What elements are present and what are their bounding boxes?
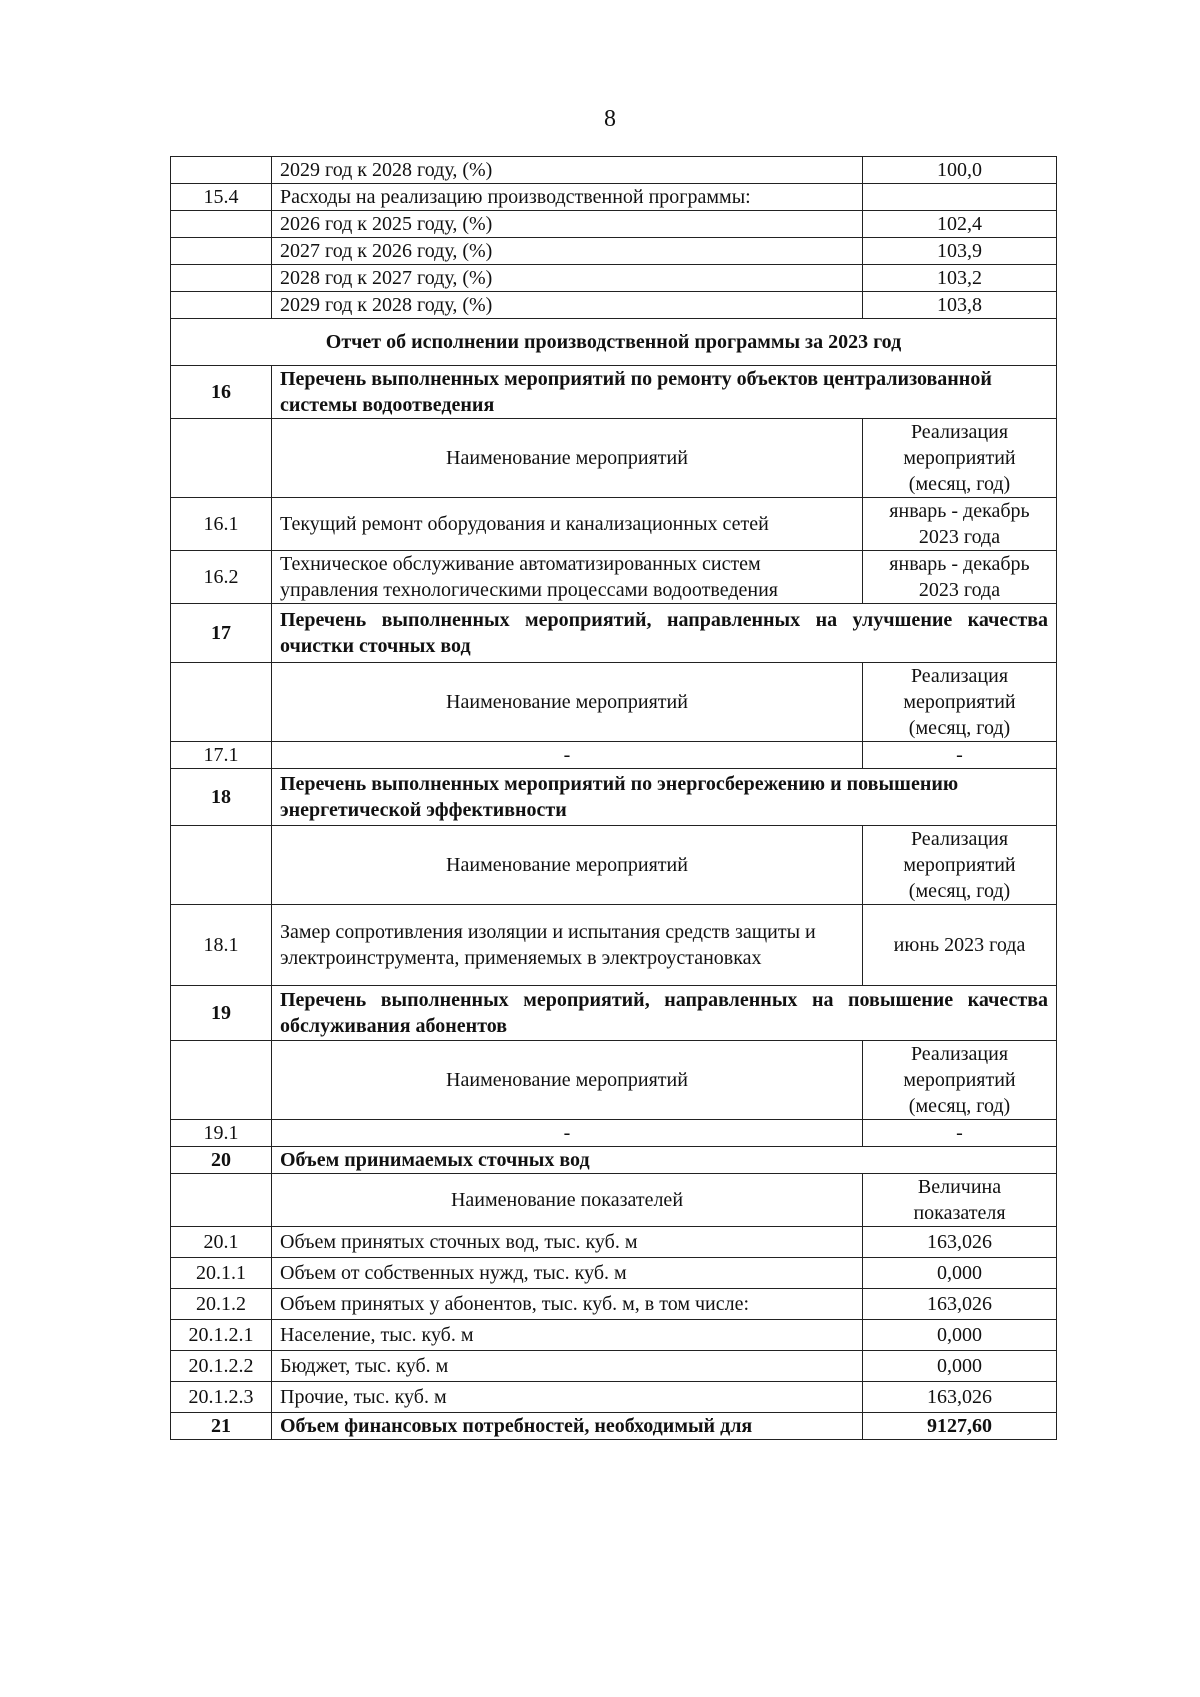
- table-row: [171, 498, 1057, 551]
- row-number: 17.1: [171, 742, 272, 769]
- header-indicator-value: Величина показателя: [863, 1174, 1057, 1227]
- row-value: 0,000: [863, 1320, 1057, 1351]
- section-value: 9127,60: [863, 1413, 1057, 1440]
- header-realization: Реализация мероприятий (месяц, год): [863, 826, 1057, 905]
- row-number: [171, 265, 272, 292]
- table-row: [171, 551, 1057, 604]
- section-row: [171, 366, 1057, 419]
- header-indicator-name: Наименование показателей: [272, 1174, 863, 1227]
- row-value: 103,8: [863, 292, 1057, 319]
- production-program-table: [170, 156, 1057, 1440]
- row-name: Объем принятых у абонентов, тыс. куб. м, в том числе:: [272, 1289, 863, 1320]
- row-name: Население, тыс. куб. м: [272, 1320, 863, 1351]
- row-value: [863, 184, 1057, 211]
- header-realization: Реализация мероприятий (месяц, год): [863, 419, 1057, 498]
- row-number: 16.2: [171, 551, 272, 604]
- row-number: [171, 211, 272, 238]
- table-row: [171, 742, 1057, 769]
- row-name: Прочие, тыс. куб. м: [272, 1382, 863, 1413]
- table-row: [171, 1382, 1057, 1413]
- header-realization: Реализация мероприятий (месяц, год): [863, 663, 1057, 742]
- section-title: Перечень выполненных мероприятий по ремонту объектов централизованной системы водоотведения: [272, 366, 1057, 419]
- table-row: [171, 905, 1057, 986]
- row-value: 103,9: [863, 238, 1057, 265]
- header-realization: Реализация мероприятий (месяц, год): [863, 1041, 1057, 1120]
- row-name: -: [272, 742, 863, 769]
- row-name: 2027 год к 2026 году, (%): [272, 238, 863, 265]
- row-name: Бюджет, тыс. куб. м: [272, 1351, 863, 1382]
- row-name: 2029 год к 2028 году, (%): [272, 157, 863, 184]
- row-value: 163,026: [863, 1227, 1057, 1258]
- row-value: январь - декабрь 2023 года: [863, 498, 1057, 551]
- column-header-row: [171, 826, 1057, 905]
- row-number: 20.1.2.2: [171, 1351, 272, 1382]
- table-row: [171, 1351, 1057, 1382]
- table-row: [171, 292, 1057, 319]
- row-name: 2028 год к 2027 году, (%): [272, 265, 863, 292]
- table-row: [171, 265, 1057, 292]
- row-name: 2026 год к 2025 году, (%): [272, 211, 863, 238]
- row-number: [171, 157, 272, 184]
- row-value: 163,026: [863, 1289, 1057, 1320]
- table-row: [171, 184, 1057, 211]
- row-value: 0,000: [863, 1258, 1057, 1289]
- table-row: [171, 157, 1057, 184]
- row-value: июнь 2023 года: [863, 905, 1057, 986]
- section-number: 20: [171, 1147, 272, 1174]
- section-title: Перечень выполненных мероприятий по энергосбережению и повышению энергетической эффективности: [272, 769, 1057, 826]
- section-row: [171, 1413, 1057, 1440]
- table-row: [171, 1120, 1057, 1147]
- row-number: 20.1.2.3: [171, 1382, 272, 1413]
- section-number: 17: [171, 604, 272, 663]
- row-number: 20.1.2: [171, 1289, 272, 1320]
- section-number: 19: [171, 986, 272, 1041]
- column-header-row: [171, 1174, 1057, 1227]
- section-title: Объем финансовых потребностей, необходимый для: [272, 1413, 863, 1440]
- row-number: 18.1: [171, 905, 272, 986]
- section-row: [171, 986, 1057, 1041]
- header-measure-name: Наименование мероприятий: [272, 419, 863, 498]
- row-number: 16.1: [171, 498, 272, 551]
- section-title: Перечень выполненных мероприятий, направленных на повышение качества обслуживания абонентов: [272, 986, 1057, 1041]
- section-row: [171, 769, 1057, 826]
- report-title: Отчет об исполнении производственной программы за 2023 год: [171, 319, 1057, 366]
- section-row: [171, 604, 1057, 663]
- row-number: 15.4: [171, 184, 272, 211]
- row-value: 100,0: [863, 157, 1057, 184]
- table-row: [171, 1289, 1057, 1320]
- row-name: Текущий ремонт оборудования и канализационных сетей: [272, 498, 863, 551]
- column-header-row: [171, 419, 1057, 498]
- section-number: 16: [171, 366, 272, 419]
- table-row: [171, 1320, 1057, 1351]
- row-value: январь - декабрь 2023 года: [863, 551, 1057, 604]
- row-number: 19.1: [171, 1120, 272, 1147]
- row-name: -: [272, 1120, 863, 1147]
- row-name: Техническое обслуживание автоматизированных систем управления технологическими процессами водоотведения: [272, 551, 863, 604]
- report-title-row: [171, 319, 1057, 366]
- row-number: 20.1: [171, 1227, 272, 1258]
- table-row: [171, 211, 1057, 238]
- section-number: 21: [171, 1413, 272, 1440]
- table-row: [171, 238, 1057, 265]
- header-measure-name: Наименование мероприятий: [272, 663, 863, 742]
- row-value: 103,2: [863, 265, 1057, 292]
- row-number: [171, 292, 272, 319]
- row-name: Объем принятых сточных вод, тыс. куб. м: [272, 1227, 863, 1258]
- page-number: 8: [604, 106, 616, 132]
- table-row: [171, 1227, 1057, 1258]
- section-title: Перечень выполненных мероприятий, направленных на улучшение качества очистки сточных вод: [272, 604, 1057, 663]
- section-row: [171, 1147, 1057, 1174]
- row-number: [171, 238, 272, 265]
- column-header-row: [171, 1041, 1057, 1120]
- row-number: 20.1.1: [171, 1258, 272, 1289]
- row-name: 2029 год к 2028 году, (%): [272, 292, 863, 319]
- row-value: 0,000: [863, 1351, 1057, 1382]
- header-measure-name: Наименование мероприятий: [272, 1041, 863, 1120]
- row-number: 20.1.2.1: [171, 1320, 272, 1351]
- row-name: Замер сопротивления изоляции и испытания средств защиты и электроинструмента, применяемых в электроустановках: [272, 905, 863, 986]
- row-value: -: [863, 1120, 1057, 1147]
- row-name: Объем от собственных нужд, тыс. куб. м: [272, 1258, 863, 1289]
- row-value: 102,4: [863, 211, 1057, 238]
- row-name: Расходы на реализацию производственной программы:: [272, 184, 863, 211]
- section-title: Объем принимаемых сточных вод: [272, 1147, 1057, 1174]
- row-value: -: [863, 742, 1057, 769]
- header-measure-name: Наименование мероприятий: [272, 826, 863, 905]
- column-header-row: [171, 663, 1057, 742]
- row-value: 163,026: [863, 1382, 1057, 1413]
- table-row: [171, 1258, 1057, 1289]
- section-number: 18: [171, 769, 272, 826]
